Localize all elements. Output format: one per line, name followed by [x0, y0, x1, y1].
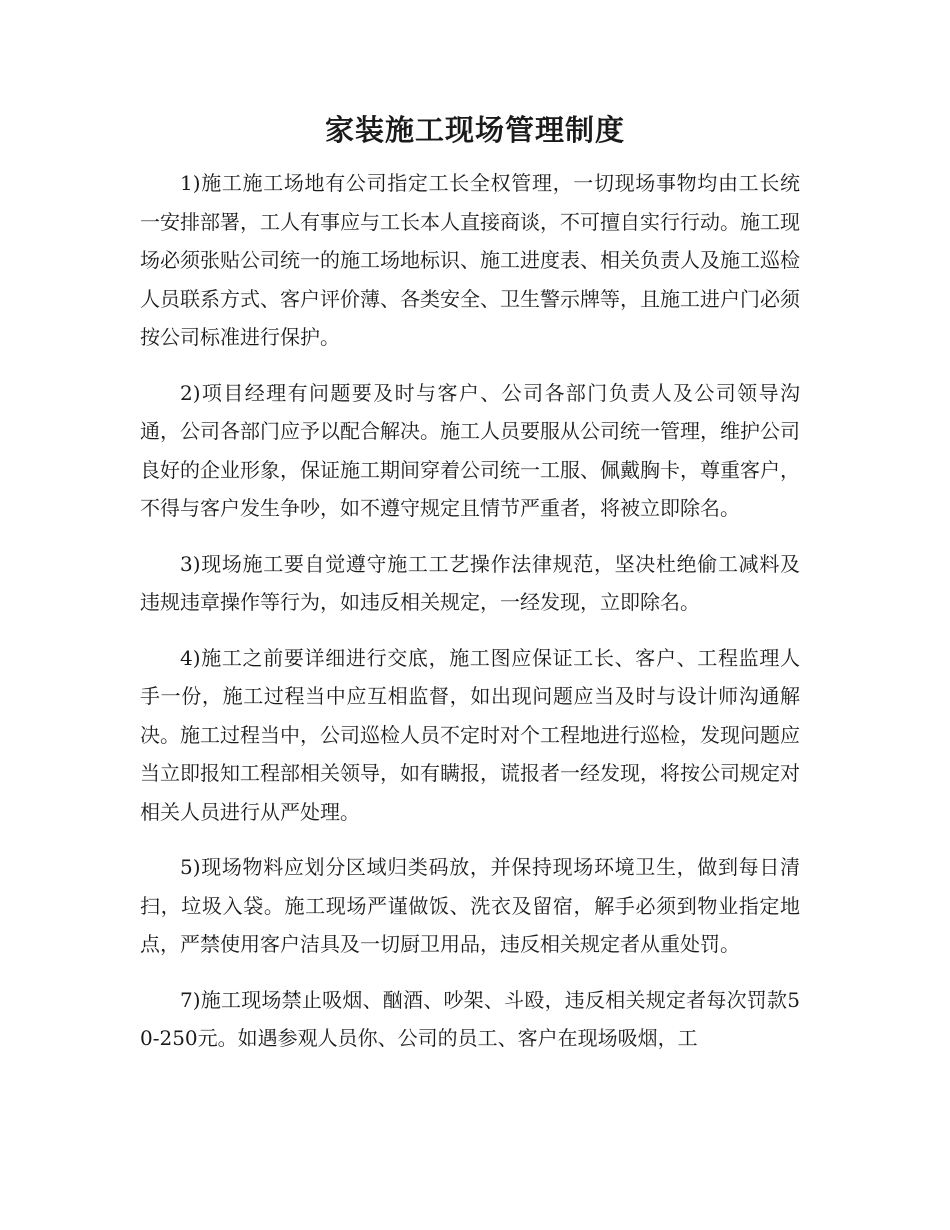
paragraph-5: 5)现场物料应划分区域归类码放，并保持现场环境卫生，做到每日清扫，垃圾入袋。施工现场严谨做饭、洗衣及留宿，解手必须到物业指定地点，严禁使用客户洁具及一切厨卫用品，违反相关规定者从重处罚。: [140, 855, 800, 956]
paragraph-7: 7)施工现场禁止吸烟、酗酒、吵架、斗殴，违反相关规定者每次罚款50-250元。如遇参观人员你、公司的员工、客户在现场吸烟，工: [140, 987, 800, 1050]
paragraph-1: 1)施工施工场地有公司指定工长全权管理，一切现场事物均由工长统一安排部署，工人有事应与工长本人直接商谈，不可擅自实行行动。施工现场必须张贴公司统一的施工场地标识、施工进度表、相关负责人及施工巡检人员联系方式、客户评价薄、各类安全、卫生警示牌等，且施工进户门必须按公司标准进行保护。: [140, 171, 800, 349]
page-title: 家装施工现场管理制度: [324, 113, 625, 147]
paragraph-3: 3)现场施工要自觉遵守施工工艺操作法律规范，坚决杜绝偷工减料及违规违章操作等行为，如违反相关规定，一经发现，立即除名。: [140, 551, 800, 614]
paragraph-4: 4)施工之前要详细进行交底，施工图应保证工长、客户、工程监理人手一份，施工过程当中应互相监督，如出现问题应当及时与设计师沟通解决。施工过程当中，公司巡检人员不定时对个工程地进行巡检，发现问题应当立即报知工程部相关领导，如有瞒报，谎报者一经发现，将按公司规定对相关人员进行从严处理。: [140, 645, 800, 824]
document-body: [140, 164, 800, 1075]
paragraph-2: 2)项目经理有问题要及时与客户、公司各部门负责人及公司领导沟通，公司各部门应予以配合解决。施工人员要服从公司统一管理，维护公司良好的企业形象，保证施工期间穿着公司统一工服、佩戴胸卡，尊重客户，不得与客户发生争吵，如不遵守规定且情节严重者，将被立即除名。: [140, 380, 800, 520]
